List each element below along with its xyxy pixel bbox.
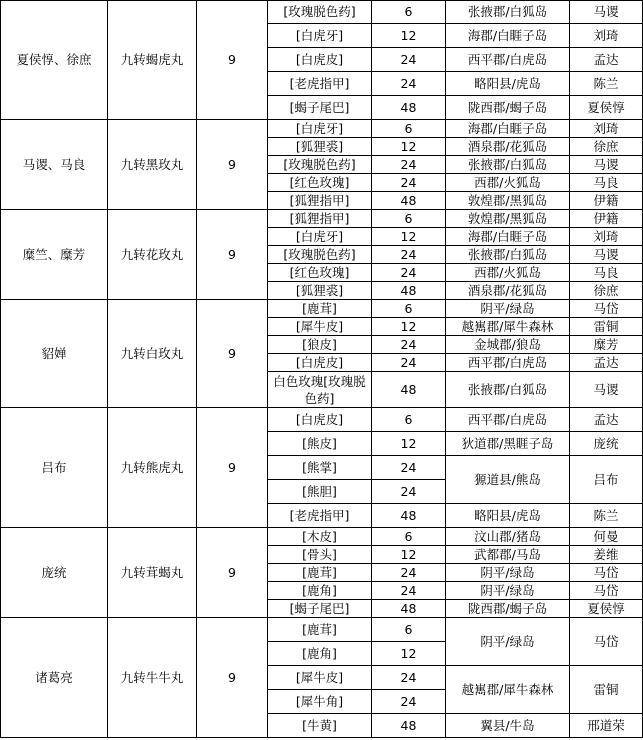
material-qty-cell: 48 <box>372 192 446 210</box>
location-cell: 西郡/火狐岛 <box>446 264 570 282</box>
material-cell: [红色玫瑰] <box>268 174 372 192</box>
npc-cell: 邢道荣 <box>570 714 643 738</box>
location-cell: 西平郡/白虎岛 <box>446 354 570 372</box>
pill-name-cell: 九转黑玫丸 <box>108 120 197 210</box>
material-cell: [红色玫瑰] <box>268 264 372 282</box>
material-qty-cell: 12 <box>372 432 446 456</box>
pill-name-cell: 九转花玫丸 <box>108 210 197 300</box>
material-cell: [犀牛皮] <box>268 318 372 336</box>
pill-qty-cell: 9 <box>197 210 268 300</box>
material-qty-cell: 6 <box>372 1 446 24</box>
location-cell: 海郡/白睚子岛 <box>446 120 570 138</box>
material-qty-cell: 24 <box>372 690 446 714</box>
material-cell: [鹿茸] <box>268 300 372 318</box>
location-cell: 汶山郡/猪岛 <box>446 528 570 546</box>
material-cell: [白虎牙] <box>268 24 372 48</box>
table-row <box>1 528 643 546</box>
material-qty-cell: 48 <box>372 96 446 120</box>
material-cell: [玫瑰脱色药] <box>268 1 372 24</box>
npc-cell: 马谡 <box>570 1 643 24</box>
pill-name-cell: 九转白玫丸 <box>108 300 197 408</box>
material-qty-cell: 6 <box>372 408 446 432</box>
pill-qty-cell: 9 <box>197 408 268 528</box>
pill-qty-cell: 9 <box>197 1 268 120</box>
location-cell: 张掖郡/白狐岛 <box>446 156 570 174</box>
person-names-cell: 夏侯惇、徐庶 <box>1 1 108 120</box>
material-cell: [牛黄] <box>268 714 372 738</box>
material-qty-cell: 6 <box>372 618 446 642</box>
material-qty-cell: 48 <box>372 600 446 618</box>
npc-cell: 夏侯惇 <box>570 96 643 120</box>
location-cell: 陇西郡/蝎子岛 <box>446 96 570 120</box>
npc-cell: 夏侯惇 <box>570 600 643 618</box>
material-cell: [白虎牙] <box>268 120 372 138</box>
material-cell: [玫瑰脱色药] <box>268 246 372 264</box>
pill-name-cell: 九转茸蝎丸 <box>108 528 197 618</box>
table-row <box>1 210 643 228</box>
location-cell: 海郡/白睚子岛 <box>446 228 570 246</box>
material-cell: [鹿角] <box>268 642 372 666</box>
npc-cell: 伊籍 <box>570 210 643 228</box>
npc-cell: 马岱 <box>570 618 643 666</box>
npc-cell: 孟达 <box>570 354 643 372</box>
location-cell: 阴平/绿岛 <box>446 618 570 666</box>
location-cell: 阴平/绿岛 <box>446 300 570 318</box>
location-cell: 阴平/绿岛 <box>446 564 570 582</box>
person-names-cell: 貂婵 <box>1 300 108 408</box>
npc-cell: 马良 <box>570 264 643 282</box>
npc-cell: 孟达 <box>570 48 643 72</box>
location-cell: 金城郡/狼岛 <box>446 336 570 354</box>
material-qty-cell: 24 <box>372 480 446 504</box>
material-cell: [蝎子尾巴] <box>268 96 372 120</box>
location-cell: 翼县/牛岛 <box>446 714 570 738</box>
location-cell: 敦煌郡/黑狐岛 <box>446 192 570 210</box>
location-cell: 张掖郡/白狐岛 <box>446 246 570 264</box>
material-cell: [白虎牙] <box>268 228 372 246</box>
npc-cell: 陈兰 <box>570 504 643 528</box>
material-cell: [白虎皮] <box>268 408 372 432</box>
pill-qty-cell: 9 <box>197 528 268 618</box>
person-names-cell: 吕布 <box>1 408 108 528</box>
material-cell: 白色玫瑰[玫瑰脱色药] <box>268 372 372 408</box>
material-qty-cell: 24 <box>372 582 446 600</box>
location-cell: 西郡/火狐岛 <box>446 174 570 192</box>
person-names-cell: 马谡、马良 <box>1 120 108 210</box>
material-qty-cell: 12 <box>372 642 446 666</box>
npc-cell: 雷铜 <box>570 318 643 336</box>
location-cell: 张掖郡/白狐岛 <box>446 372 570 408</box>
npc-cell: 刘琦 <box>570 228 643 246</box>
material-qty-cell: 48 <box>372 504 446 528</box>
material-cell: [蝎子尾巴] <box>268 600 372 618</box>
table-row <box>1 120 643 138</box>
pill-name-cell: 九转蝎虎丸 <box>108 1 197 120</box>
material-qty-cell: 6 <box>372 528 446 546</box>
material-cell: [狐狸指甲] <box>268 210 372 228</box>
location-cell: 武都郡/马岛 <box>446 546 570 564</box>
npc-cell: 马良 <box>570 174 643 192</box>
npc-cell: 何曼 <box>570 528 643 546</box>
material-qty-cell: 12 <box>372 138 446 156</box>
material-cell: [鹿茸] <box>268 564 372 582</box>
npc-cell: 雷铜 <box>570 666 643 714</box>
location-cell: 敦煌郡/黑狐岛 <box>446 210 570 228</box>
npc-cell: 徐庶 <box>570 138 643 156</box>
material-qty-cell: 48 <box>372 714 446 738</box>
table-row <box>1 618 643 642</box>
person-names-cell: 庞统 <box>1 528 108 618</box>
pill-qty-cell: 9 <box>197 618 268 738</box>
material-cell: [犀牛角] <box>268 690 372 714</box>
person-names-cell: 糜竺、糜芳 <box>1 210 108 300</box>
material-cell: [骨头] <box>268 546 372 564</box>
pill-qty-cell: 9 <box>197 120 268 210</box>
npc-cell: 刘琦 <box>570 24 643 48</box>
location-cell: 酒泉郡/花狐岛 <box>446 138 570 156</box>
material-qty-cell: 48 <box>372 372 446 408</box>
pill-name-cell: 九转牛牛丸 <box>108 618 197 738</box>
material-cell: [白虎皮] <box>268 48 372 72</box>
material-cell: [熊皮] <box>268 432 372 456</box>
material-qty-cell: 24 <box>372 564 446 582</box>
npc-cell: 马岱 <box>570 300 643 318</box>
material-qty-cell: 12 <box>372 318 446 336</box>
npc-cell: 伊籍 <box>570 192 643 210</box>
material-cell: [鹿角] <box>268 582 372 600</box>
material-cell: [狼皮] <box>268 336 372 354</box>
npc-cell: 马岱 <box>570 582 643 600</box>
material-cell: [犀牛皮] <box>268 666 372 690</box>
material-qty-cell: 24 <box>372 354 446 372</box>
location-cell: 狄道郡/黑睚子岛 <box>446 432 570 456</box>
location-cell: 略阳县/虎岛 <box>446 72 570 96</box>
material-qty-cell: 12 <box>372 228 446 246</box>
material-qty-cell: 24 <box>372 666 446 690</box>
material-qty-cell: 24 <box>372 246 446 264</box>
material-cell: [熊胆] <box>268 480 372 504</box>
npc-cell: 庞统 <box>570 432 643 456</box>
material-cell: [狐狸裘] <box>268 138 372 156</box>
location-cell: 西平郡/白虎岛 <box>446 408 570 432</box>
npc-cell: 徐庶 <box>570 282 643 300</box>
material-qty-cell: 48 <box>372 282 446 300</box>
location-cell: 阴平/绿岛 <box>446 582 570 600</box>
npc-cell: 马岱 <box>570 564 643 582</box>
location-cell: 张掖郡/白狐岛 <box>446 1 570 24</box>
material-qty-cell: 24 <box>372 48 446 72</box>
npc-cell: 马谡 <box>570 156 643 174</box>
material-qty-cell: 24 <box>372 264 446 282</box>
pill-qty-cell: 9 <box>197 300 268 408</box>
material-qty-cell: 6 <box>372 210 446 228</box>
npc-cell: 马谡 <box>570 246 643 264</box>
material-cell: [玫瑰脱色药] <box>268 156 372 174</box>
material-qty-cell: 24 <box>372 72 446 96</box>
material-qty-cell: 12 <box>372 24 446 48</box>
table-row <box>1 1 643 24</box>
location-cell: 酒泉郡/花狐岛 <box>446 282 570 300</box>
location-cell: 越嶲郡/犀牛森林 <box>446 666 570 714</box>
material-cell: [熊掌] <box>268 456 372 480</box>
table-row <box>1 300 643 318</box>
npc-cell: 孟达 <box>570 408 643 432</box>
table-row <box>1 408 643 432</box>
material-cell: [狐狸指甲] <box>268 192 372 210</box>
pill-name-cell: 九转熊虎丸 <box>108 408 197 528</box>
location-cell: 西平郡/白虎岛 <box>446 48 570 72</box>
location-cell: 海郡/白睚子岛 <box>446 24 570 48</box>
material-cell: [白虎皮] <box>268 354 372 372</box>
material-cell: [鹿茸] <box>268 618 372 642</box>
npc-cell: 吕布 <box>570 456 643 504</box>
npc-cell: 刘琦 <box>570 120 643 138</box>
material-qty-cell: 6 <box>372 300 446 318</box>
npc-cell: 糜芳 <box>570 336 643 354</box>
location-cell: 越嶲郡/犀牛森林 <box>446 318 570 336</box>
npc-cell: 马谡 <box>570 372 643 408</box>
location-cell: 獂道县/熊岛 <box>446 456 570 504</box>
material-cell: [木皮] <box>268 528 372 546</box>
location-cell: 略阳县/虎岛 <box>446 504 570 528</box>
material-qty-cell: 24 <box>372 456 446 480</box>
material-qty-cell: 24 <box>372 174 446 192</box>
material-qty-cell: 6 <box>372 120 446 138</box>
npc-cell: 陈兰 <box>570 72 643 96</box>
material-cell: [老虎指甲] <box>268 72 372 96</box>
material-qty-cell: 24 <box>372 336 446 354</box>
material-cell: [狐狸裘] <box>268 282 372 300</box>
person-names-cell: 诸葛亮 <box>1 618 108 738</box>
location-cell: 陇西郡/蝎子岛 <box>446 600 570 618</box>
material-qty-cell: 24 <box>372 156 446 174</box>
material-cell: [老虎指甲] <box>268 504 372 528</box>
material-qty-cell: 12 <box>372 546 446 564</box>
npc-cell: 姜维 <box>570 546 643 564</box>
